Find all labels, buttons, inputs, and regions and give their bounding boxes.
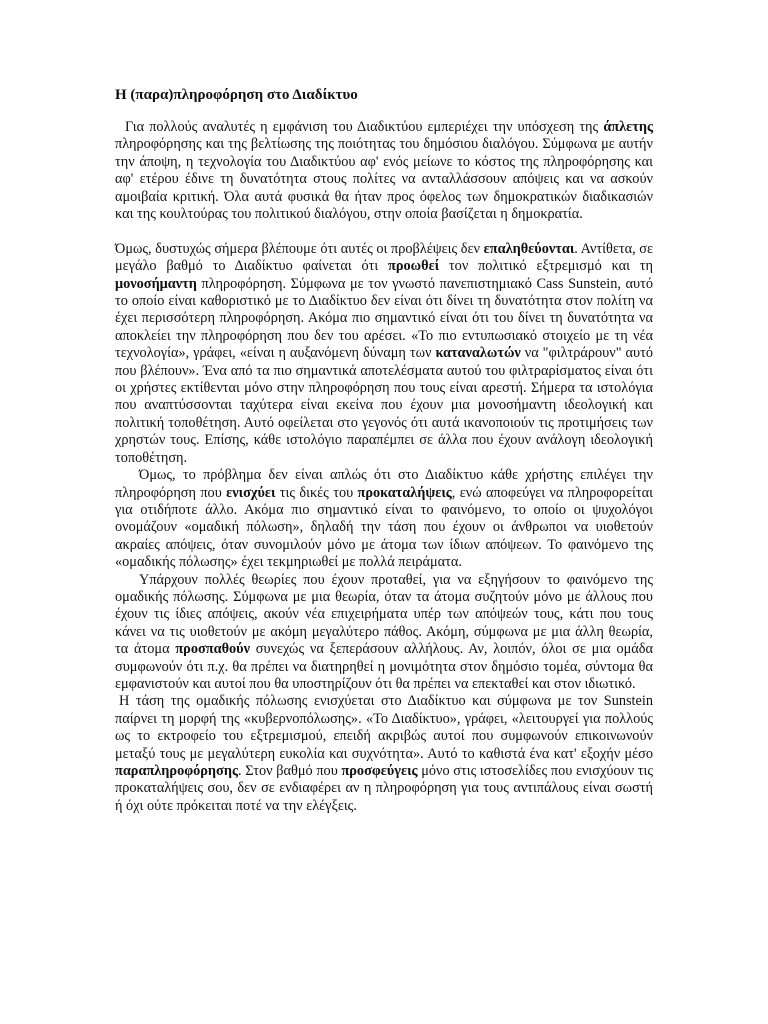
- emphasized-term: προκαταλήψεις: [357, 484, 452, 501]
- paragraph-5: [115, 693, 653, 815]
- emphasized-term: παραπληροφόρησης: [115, 763, 238, 780]
- text-run: Υπάρχουν πολλές θεωρίες που έχουν προταθεί, για να εξηγήσουν το φαινόμενο της ομαδικής πόλωσης. Σύμφωνα με μια θεωρία, όταν τα άτομα συζητούν μόνο με άλλους που έχουν τις ίδιες απόψεις, ακούν νέα επιχειρήματα υπέρ των απόψεών τους, κάτι που τους κάνει να τις υιοθετούν με ακόμη μεγαλύτερο πάθος. Ακόμη, σύμφωνα με μια άλλη θεωρία, τα άτομα: [115, 571, 653, 658]
- text-run: . Στον βαθμό που: [237, 763, 342, 780]
- document-title: Η (παρα)πληροφόρηση στο Διαδίκτυο: [115, 87, 358, 103]
- text-run: Η τάση της ομαδικής πόλωσης ενισχύεται στο Διαδίκτυο και σύμφωνα με τον Sunstein παίρνει τη μορφή της «κυβερνοπόλωσης». «Το Διαδίκτυο», γράφει, «λειτουργεί για πολλούς ως το εκτροφείο του εξτρεμισμού, επειδή ακριβώς αυτοί που συμφωνούν επικοινωνούν μεταξύ τους με μεγαλύτερη ευκολία και συχνότητα». Αυτό το καθιστά ένα κατ' εξοχήν μέσο: [115, 693, 653, 762]
- paragraph-3: [115, 467, 653, 571]
- text-run: . Αντίθετα, σε μεγάλο βαθμό το Διαδίκτυο φαίνεται ότι: [115, 240, 653, 275]
- text-run: μόνο στις ιστοσελίδες που ενισχύουν τις προκαταλήψεις σου, δεν σε ενδιαφέρει αν η πληροφόρηση για τους αντιπάλους είναι σωστή ή όχι ούτε πρόκειται ποτέ να την ελέγξεις.: [115, 763, 653, 814]
- emphasized-term: καταναλωτών: [435, 345, 521, 362]
- text-run: Όμως, δυστυχώς σήμερα βλέπουμε ότι αυτές οι προβλέψεις δεν: [115, 240, 484, 257]
- text-run: , ενώ αποφεύγει να πληροφορείται για οτιδήποτε άλλο. Ακόμα πιο σημαντικό είναι το φαινόμενο, το οποίο οι ψυχολόγοι ονομάζουν «ομαδική πόλωση», δηλαδή την τάση που έχουν οι άνθρωποι να υιοθετούν ακραίες απόψεις, όταν συνομιλούν μόνο με άτομα των ίδιων απόψεων. Το φαινόμενο της «ομαδικής πόλωσης» έχει τεκμηριωθεί με πολλά πειράματα.: [115, 484, 653, 571]
- emphasized-term: προσφεύγεις: [341, 763, 418, 780]
- text-run: πληροφόρησης και της βελτίωσης της ποιότητας του δημόσιου διαλόγου. Σύμφωνα με αυτήν την άποψη, η τεχνολογία του Διαδικτύου αφ' ενός μείωνε το κόστος της πληροφόρησης και αφ' ετέρου έδινε τη δυνατότητα στους πολίτες να ανταλλάσσουν απόψεις και να ασκούν αμοιβαία κριτική. Όλα αυτά φυσικά θα ήταν προς όφελος των δημοκρατικών διαδικασιών και της κουλτούρας του πολιτικού διαλόγου, στην οποία βασίζεται η δημοκρατία.: [115, 136, 653, 223]
- text-run: να "φιλτράρουν" αυτό που βλέπουν». Ένα από τα πιο σημαντικά αποτελέσματα αυτού του φιλτραρίσματος είναι ότι οι χρήστες εκτίθενται μόνο στην πληροφόρηση που τους είναι αρεστή. Σήμερα τα ιστολόγια που αναπτύσσονται ταχύτερα είναι εκείνα που έχουν μια μονοσήμαντη ιδεολογική και πολιτική τοποθέτηση. Αυτό οφείλεται στο γεγονός ότι αυτά ικανοποιούν τις προτιμήσεις των χρηστών τους. Επίσης, κάθε ιστολόγιο παραπέμπει σε άλλα που έχουν ανάλογη ιδεολογική τοποθέτηση.: [115, 345, 653, 466]
- text-run: συνεχώς να ξεπεράσουν αλλήλους. Αν, λοιπόν, όλοι σε μια ομάδα συμφωνούν ότι π.χ. θα πρέπει να διατηρηθεί η μονιμότητα στον δημόσιο τομέα, σύντομα θα εμφανιστούν και αυτοί που θα υποστηρίζουν ότι θα πρέπει να επεκταθεί και στον ιδιωτικό.: [115, 641, 653, 692]
- emphasized-term: επαληθεύονται: [483, 240, 575, 257]
- paragraph-2: [115, 241, 653, 467]
- emphasized-term: μονοσήμαντη: [115, 275, 197, 292]
- text-run: τις δικές του: [275, 484, 358, 501]
- emphasized-term: προσπαθούν: [175, 641, 250, 658]
- paragraph-1: [115, 119, 653, 223]
- text-run: Όμως, το πρόβλημα δεν είναι απλώς ότι στο Διαδίκτυο κάθε χρήστης επιλέγει την πληροφόρηση που: [115, 467, 653, 501]
- emphasized-term: άπλετης: [603, 119, 653, 135]
- text-run: πληροφόρηση. Σύμφωνα με τον γνωστό πανεπιστημιακό Cass Sunstein, αυτό το οποίο είναι καθοριστικό με το Διαδίκτυο δεν είναι ότι δίνει τη δυνατότητα στον πολίτη να έχει περισσότερη πληροφόρηση. Ακόμα πιο σημαντικό είναι ότι του δίνει τη δυνατότητα να αποκλείει την πληροφόρηση που δεν του αρέσει. «Το πιο εντυπωσιακό στοιχείο με τη νέα τεχνολογία», γράφει, «είναι η αυξανόμενη δύναμη των: [115, 275, 653, 362]
- text-run: τον πολιτικό εξτρεμισμό και τη: [439, 258, 654, 275]
- paragraph-4: [115, 572, 653, 694]
- text-run: Για πολλούς αναλυτές η εμφάνιση του Διαδικτύου εμπεριέχει την υπόσχεση της: [125, 119, 604, 135]
- document-page: [115, 85, 653, 815]
- emphasized-term: ενισχύει: [226, 484, 276, 501]
- emphasized-term: προωθεί: [388, 258, 440, 275]
